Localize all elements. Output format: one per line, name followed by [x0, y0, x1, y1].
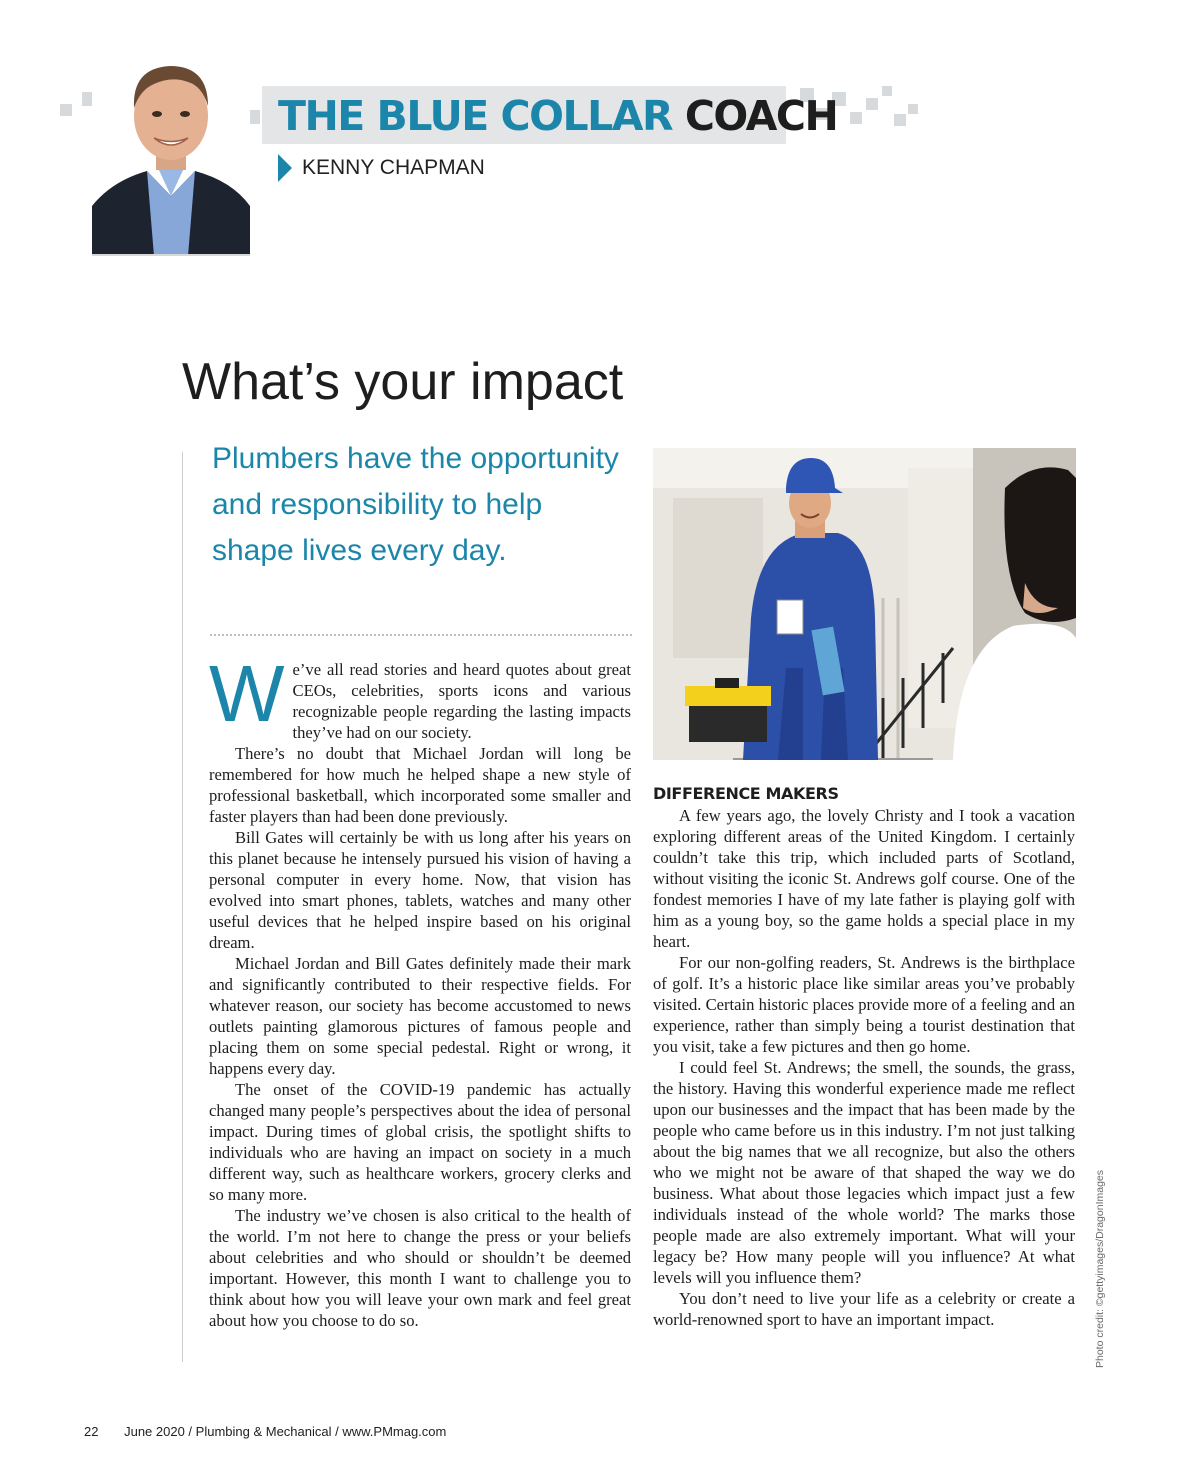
drop-cap: W	[209, 649, 285, 738]
body-paragraph: There’s no doubt that Michael Jordan will long be remembered for how much he helped shape a new style of professional basketball, which incorporated some smaller and faster players than had been done previously.	[209, 744, 631, 826]
body-paragraph: A few years ago, the lovely Christy and I took a vacation exploring different areas of the United Kingdom. I certainly couldn’t take this trip, which included parts of Scotland, without visiting the iconic St. Andrews golf course. One of the fondest memories I have of my late father is playing golf with him as a young boy, so the game holds a special place in my heart.	[653, 806, 1075, 951]
article-photo	[653, 448, 1076, 760]
body-paragraph: Michael Jordan and Bill Gates definitely made their mark and significantly contributed to their respective fields. For whatever reason, our society has become accustomed to news outlets painting glamorous pictures of famous people and placing them on some special pedestal. Right or wrong, it happens every day.	[209, 954, 631, 1078]
author-headshot	[92, 46, 250, 256]
body-column-left	[209, 649, 631, 1331]
dotted-divider	[210, 634, 632, 636]
body-paragraph: The onset of the COVID-19 pandemic has actually changed many people’s perspectives about the idea of personal impact. During times of global crisis, the spotlight shifts to individuals who are having an impact on society in a much different way, such as healthcare workers, grocery clerks and so many more.	[209, 1080, 631, 1204]
footer-publication: June 2020 / Plumbing & Mechanical / www.PMmag.com	[124, 1424, 447, 1439]
body-column-right	[653, 805, 1075, 1330]
body-paragraph: For our non-golfing readers, St. Andrews is the birthplace of golf. It’s a historic place like similar areas you’ve probably visited. Certain historic places provide more of a feeling and an experience, rather than simply being a tourist destination that you visit, take a few pictures and then go home.	[653, 953, 1075, 1056]
body-paragraph: Bill Gates will certainly be with us long after his years on this planet because he intensely pursued his vision of having a personal computer in every home. Now, that vision has evolved into smart phones, tablets, watches and many other useful devices that he helped inspire based on his original dream.	[209, 828, 631, 952]
body-paragraph: The industry we’ve chosen is also critical to the health of the world. I’m not here to change the press or your beliefs about celebrities and who should or shouldn’t be deemed important. However, this month I want to challenge you to think about how you will leave your own mark and feel great about how you choose to do so.	[209, 1206, 631, 1330]
author-name: KENNY CHAPMAN	[302, 156, 485, 179]
body-paragraph: I could feel St. Andrews; the smell, the sounds, the grass, the history. Having this wonderful experience made me reflect upon our businesses and the impact that has been made by the people who came before us in this industry. I’m not just talking about the big names that we all recognize, but also the others who we might not be aware of that shaped the way we do business. What about those legacies which impact just a few individuals instead of the whole world? The marks those people made are also extremely important. What will your legacy be? How many people will you influence? At what levels will you influence them?	[653, 1058, 1075, 1287]
left-vertical-rule	[182, 452, 183, 1362]
page-number: 22	[84, 1424, 99, 1439]
page-footer	[84, 1422, 446, 1442]
column-title-blue: THE BLUE COLLAR	[278, 92, 673, 140]
photo-credit: Photo credit: ©gettyimages/DragonImages	[1094, 1169, 1106, 1368]
article-headline: What’s your impact	[182, 353, 624, 411]
body-paragraph: You don’t need to live your life as a celebrity or create a world-renowned sport to have an important impact.	[653, 1289, 1075, 1329]
triangle-marker-icon	[278, 154, 292, 182]
body-paragraph-text: e’ve all read stories and heard quotes about great CEOs, celebrities, sports icons and various recognizable people regarding the lasting impacts they’ve had on our society.	[292, 660, 631, 742]
section-subhead: DIFFERENCE MAKERS	[653, 784, 839, 803]
body-paragraph	[209, 649, 631, 743]
article-deck: Plumbers have the opportunity and responsibility to help shape lives every day.	[212, 442, 619, 567]
column-title	[278, 88, 837, 144]
column-title-dark: COACH	[684, 92, 838, 140]
byline	[278, 153, 485, 183]
